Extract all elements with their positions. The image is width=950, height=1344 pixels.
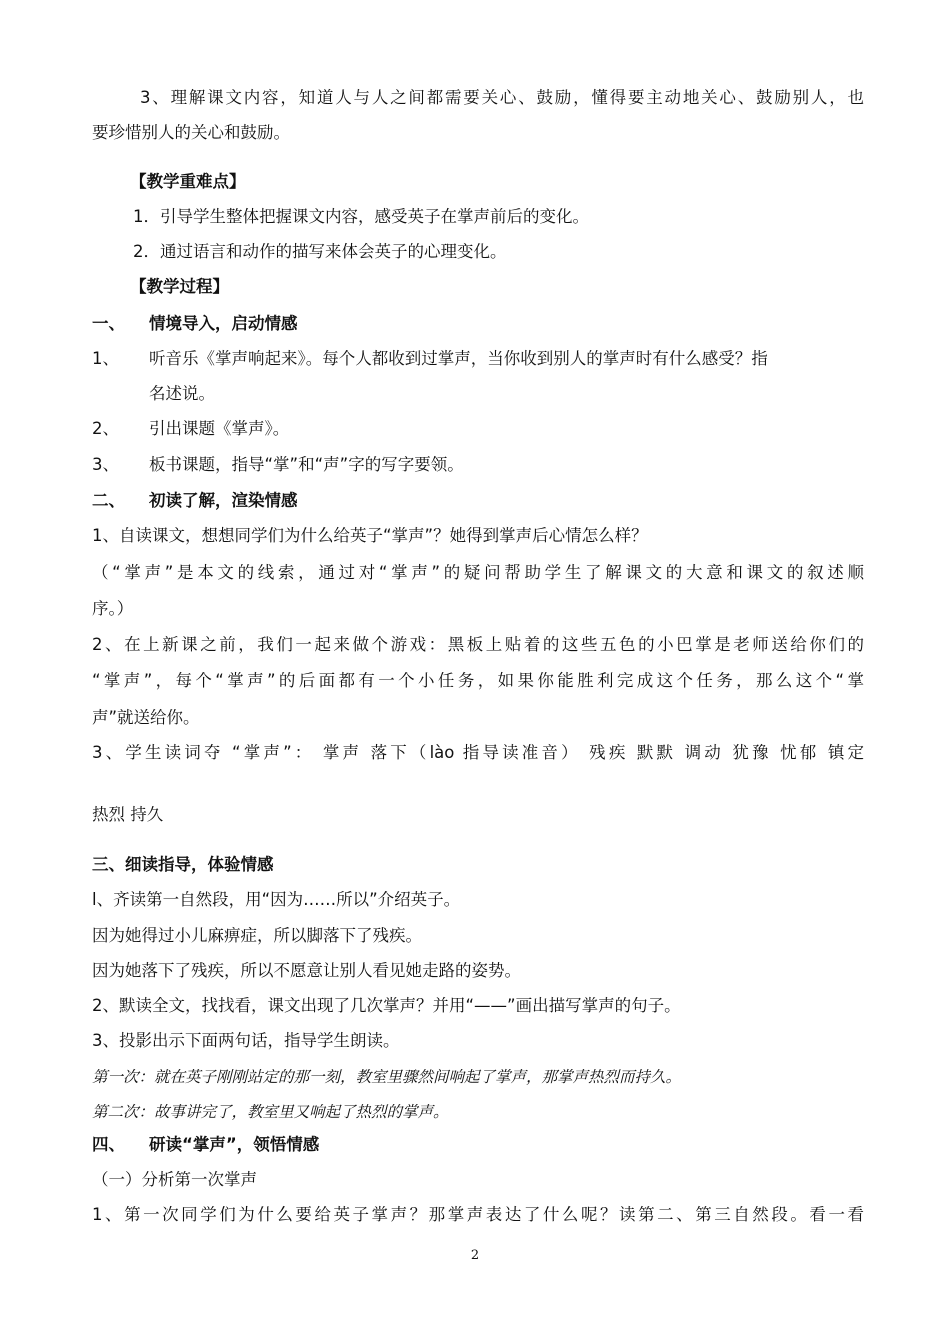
- section-4-number: 四、: [92, 1135, 125, 1154]
- section-2-line-3: 序。）: [92, 599, 134, 618]
- section-3-line-4: 2、默读全文，找找看，课文出现了几次掌声？并用“——”画出描写掌声的句子。: [92, 996, 681, 1015]
- section-2-title: 初读了解，渲染情感: [149, 491, 298, 510]
- item-number: 1、: [92, 349, 119, 368]
- section-2-number: 二、: [92, 491, 125, 510]
- item-number: 2、: [92, 419, 119, 438]
- quote-first-applause: 第一次：就在英子刚刚站定的那一刻，教室里骤然间响起了掌声，那掌声热烈而持久。: [92, 1068, 682, 1086]
- key-point-2: 2．通过语言和动作的描写来体会英子的心理变化。: [133, 242, 507, 261]
- section-2-heading: [92, 489, 864, 513]
- quote-second-applause: 第二次：故事讲完了，教室里又响起了热烈的掌声。: [92, 1103, 449, 1121]
- section-2-line-1: 1、自读课文，想想同学们为什么给英子“掌声”？她得到掌声后心情怎么样？: [92, 526, 648, 545]
- section-1-heading: [92, 312, 864, 336]
- item-text: 听音乐《掌声响起来》。每个人都收到过掌声，当你收到别人的掌声时有什么感受？指: [149, 349, 768, 368]
- section-1-number: 一、: [92, 314, 125, 333]
- objective-3-line-1: 3、理解课文内容，知道人与人之间都需要关心、鼓励，懂得要主动地关心、鼓励别人，也: [140, 88, 864, 107]
- section-1-item-3: [92, 453, 864, 477]
- process-heading: 【教学过程】: [130, 277, 229, 296]
- section-3-line-1: l、齐读第一自然段，用“因为……所以”介绍英子。: [92, 890, 461, 909]
- item-number: 3、: [92, 455, 119, 474]
- key-points-heading: 【教学重难点】: [130, 172, 246, 191]
- item-text: 板书课题，指导“掌”和“声”字的写字要领。: [149, 455, 464, 474]
- item-text: 引出课题《掌声》。: [149, 419, 290, 438]
- section-2-line-2: （“掌声”是本文的线索，通过对“掌声”的疑问帮助学生了解课文的大意和课文的叙述顺: [92, 563, 864, 582]
- section-2-line-8: 热烈 持久: [92, 805, 164, 824]
- section-1-item-1: [92, 347, 864, 371]
- section-4-line-1: （一）分析第一次掌声: [92, 1170, 257, 1189]
- key-point-1: 1．引导学生整体把握课文内容，感受英子在掌声前后的变化。: [133, 207, 589, 226]
- section-4-heading: [92, 1133, 864, 1157]
- section-3-line-5: 3、投影出示下面两句话，指导学生朗读。: [92, 1031, 400, 1050]
- section-1-item-1-cont: 名述说。: [149, 384, 215, 403]
- section-2-line-7: 3、学生读词夺 “掌声”： 掌声 落下（lào 指导读准音） 残疾 默默 调动 犹豫 忧郁 镇定: [92, 743, 864, 762]
- section-3-line-2: 因为她得过小儿麻痹症，所以脚落下了残疾。: [92, 926, 422, 945]
- section-2-line-5: “掌声”，每个“掌声”的后面都有一个小任务，如果你能胜利完成这个任务，那么这个“掌: [92, 671, 864, 690]
- section-2-line-6: 声”就送给你。: [92, 708, 200, 727]
- section-4-line-2: 1、第一次同学们为什么要给英子掌声？那掌声表达了什么呢？读第二、第三自然段。看一看: [92, 1205, 864, 1224]
- section-3-heading: 三、细读指导，体验情感: [92, 855, 274, 874]
- section-1-title: 情境导入，启动情感: [149, 314, 298, 333]
- section-3-line-3: 因为她落下了残疾，所以不愿意让别人看见她走路的姿势。: [92, 961, 521, 980]
- page-number: 2: [470, 1248, 480, 1263]
- section-2-line-4: 2、在上新课之前，我们一起来做个游戏：黑板上贴着的这些五色的小巴掌是老师送给你们的: [92, 635, 864, 654]
- objective-3-line-2: 要珍惜别人的关心和鼓励。: [92, 123, 290, 142]
- section-1-item-2: [92, 417, 864, 441]
- section-4-title: 研读“掌声”，领悟情感: [149, 1135, 320, 1154]
